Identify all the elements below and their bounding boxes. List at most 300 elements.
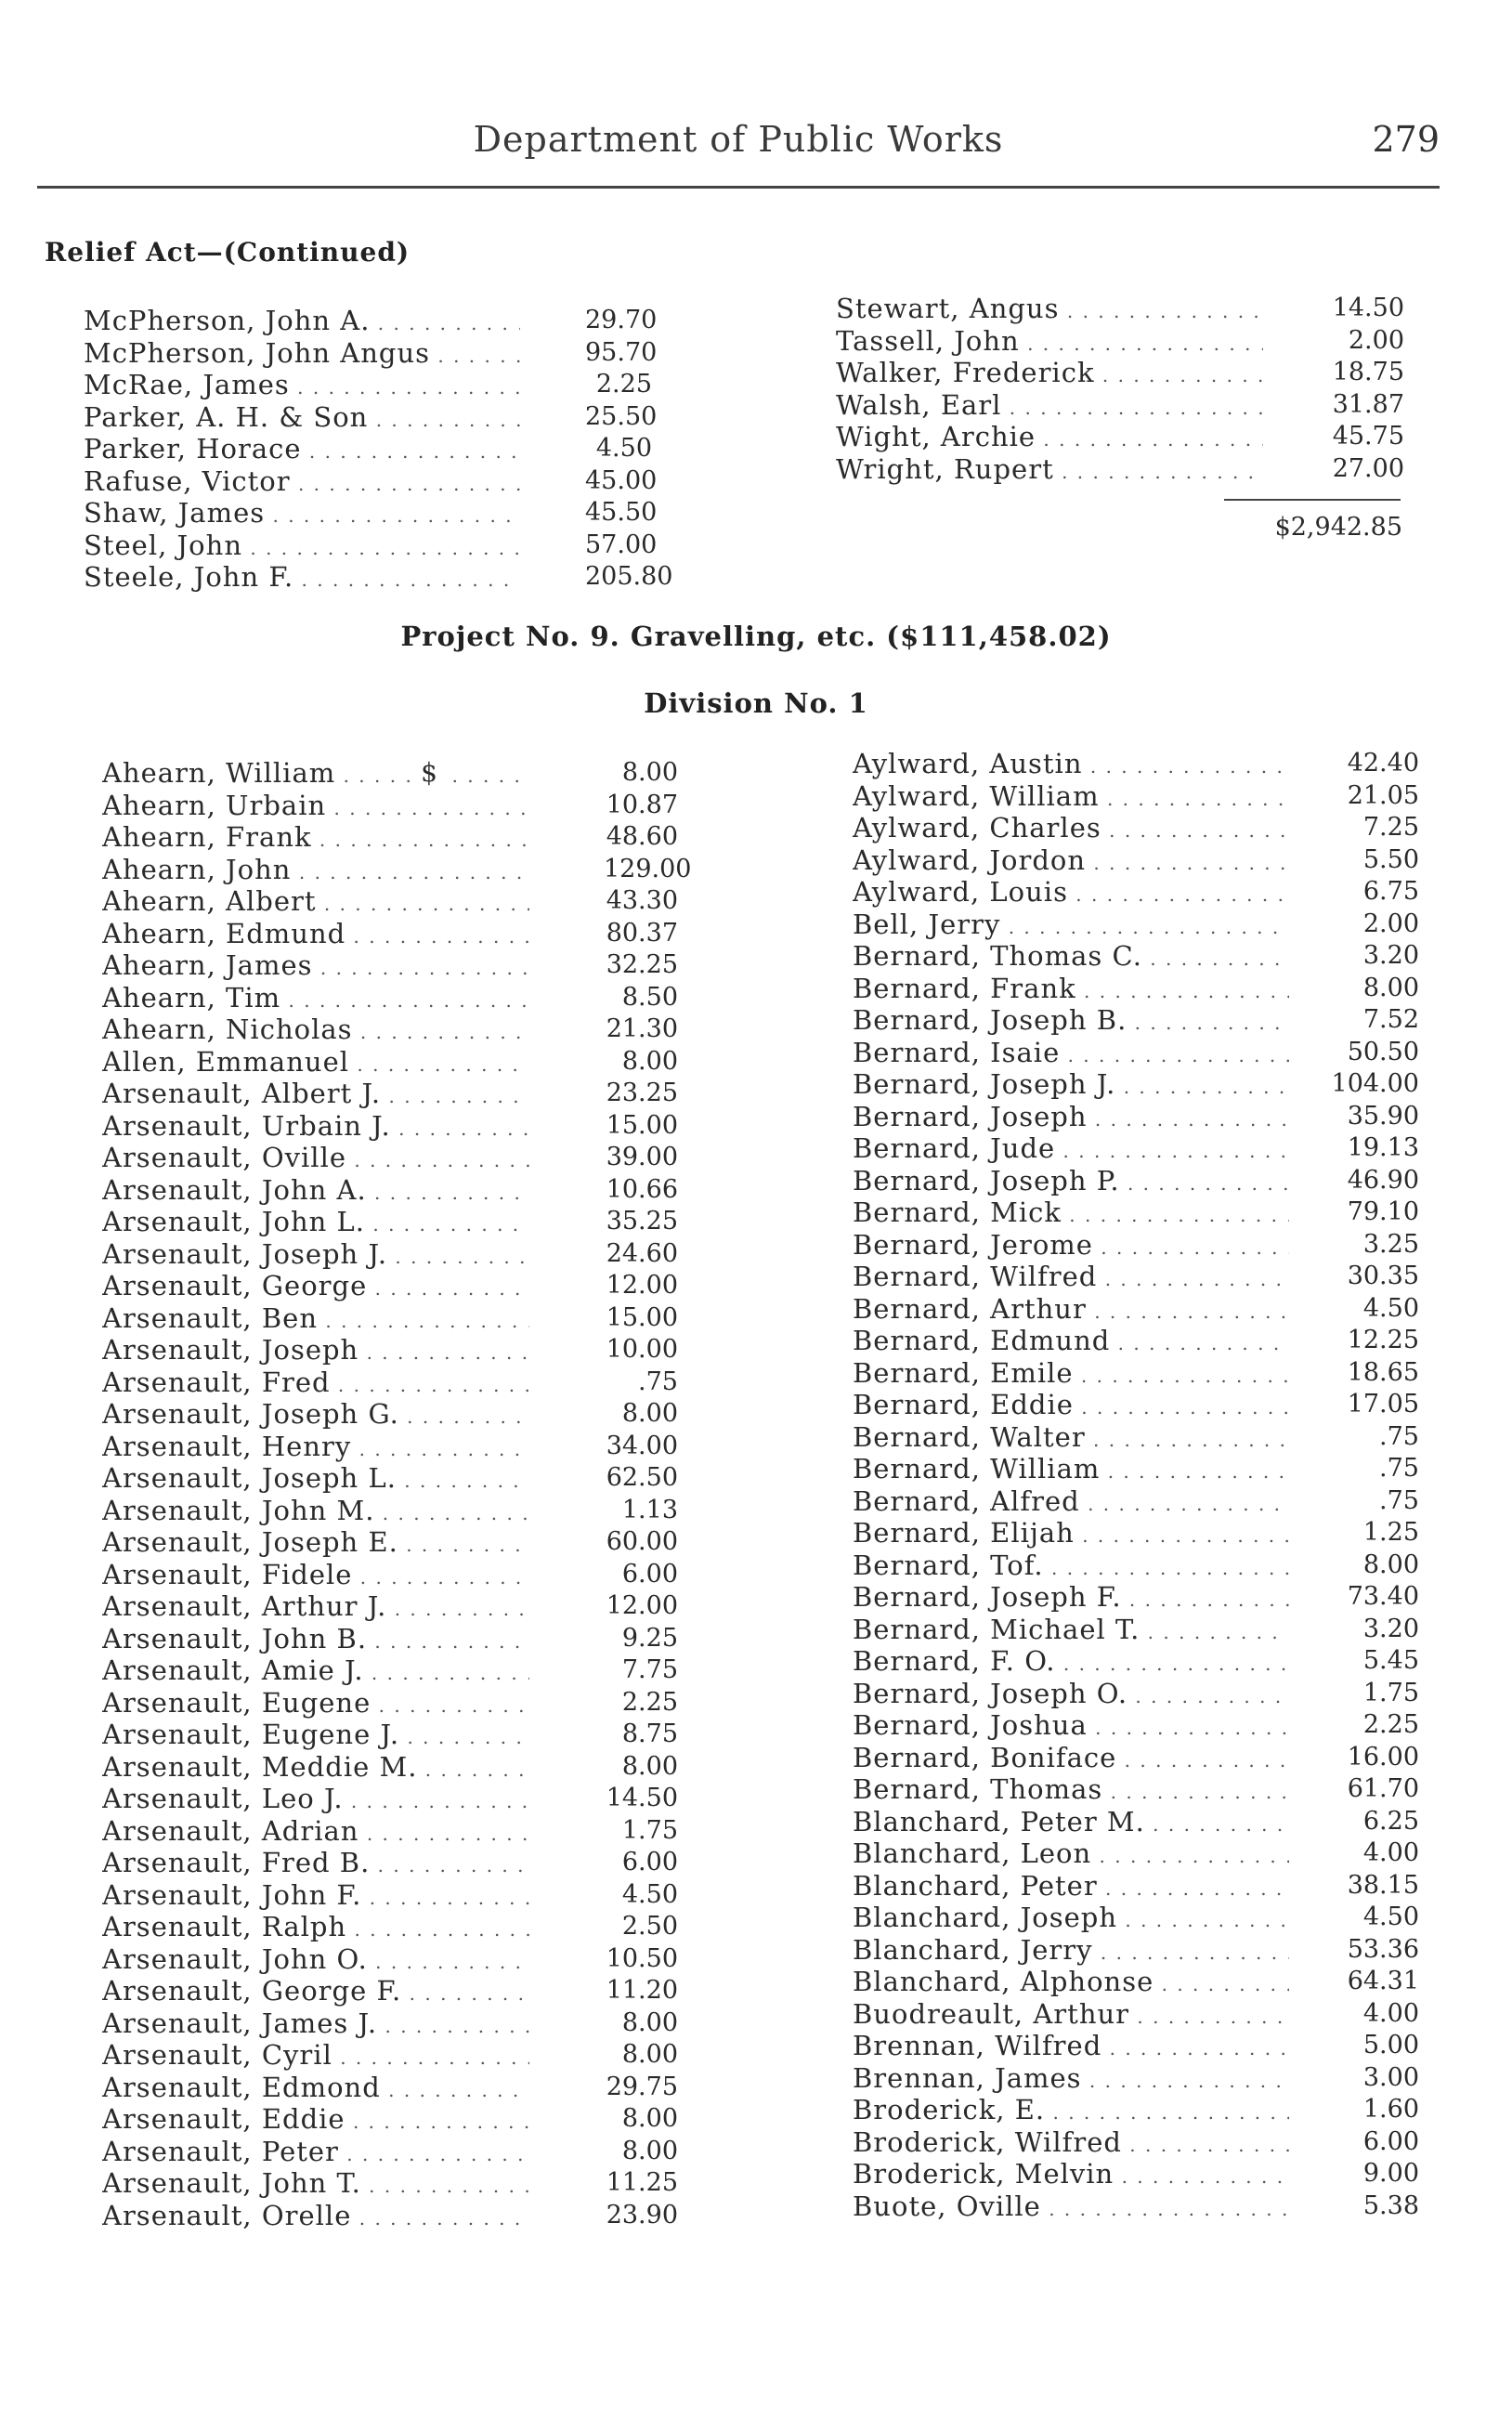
list-item [102, 1431, 678, 1463]
payee-amount: 2.25 [621, 1687, 678, 1717]
payee-name: Arsenault, Eugene . . . [102, 1687, 529, 1722]
list-item [84, 464, 658, 498]
payee-amount: 5.38 [1362, 2190, 1419, 2220]
payee-name: Arsenault, Leo J. . . . [102, 1783, 529, 1818]
list-item [853, 1902, 1428, 1934]
list-item [853, 1614, 1428, 1646]
payee-name: Arsenault, John T. . . . [102, 2167, 529, 2203]
list-item [102, 790, 678, 822]
list-item [102, 1847, 678, 1879]
payee-amount: 61.70 [1347, 1774, 1419, 1803]
list-item [853, 1261, 1428, 1293]
payee-amount: 79.10 [1347, 1197, 1419, 1226]
list-item [853, 844, 1428, 877]
list-item [853, 940, 1428, 973]
payee-amount: 10.66 [606, 1174, 678, 1204]
list-item [102, 1206, 678, 1238]
payee-name: Ahearn, John . . . [102, 854, 529, 889]
payee-amount: 8.00 [621, 2104, 678, 2133]
list-item [853, 1037, 1428, 1069]
payee-name: Bernard, Joseph P. . . . [853, 1165, 1289, 1200]
payee-amount: 50.50 [1347, 1037, 1419, 1066]
payee-name: Bernard, Arthur . . . [853, 1293, 1289, 1328]
payee-name: Arsenault, Urbain J. . . . [102, 1110, 529, 1145]
payee-name: Bernard, Joseph J. . . . [853, 1068, 1289, 1104]
payee-name: Bernard, Boniface . . . [853, 1742, 1289, 1777]
list-item [102, 1398, 678, 1431]
list-item [102, 1719, 678, 1751]
payee-name: Arsenault, Adrian . . . [102, 1815, 529, 1850]
payee-name: Walsh, Earl . . . [836, 389, 1263, 425]
payee-name: Blanchard, Joseph . . . [853, 1902, 1289, 1937]
payee-amount: 32.25 [606, 950, 678, 979]
payee-name: Aylward, Charles . . . [853, 812, 1289, 847]
payee-amount: 4.00 [1362, 1838, 1419, 1867]
payee-amount: 11.20 [606, 1976, 678, 2005]
payee-name: Bernard, Isaie . . . [853, 1037, 1289, 1072]
payee-name: Shaw, James . . . [84, 497, 520, 532]
payee-amount: 4.00 [1362, 1998, 1419, 2028]
payee-amount: 21.05 [1347, 780, 1419, 810]
payee-name: Aylward, Louis . . . [853, 876, 1289, 911]
payee-amount: 29.70 [585, 306, 658, 334]
payee-name: Bernard, Thomas . . . [853, 1773, 1289, 1809]
payee-amount: 42.40 [1347, 749, 1419, 778]
list-item [102, 1110, 678, 1143]
payee-name: Walker, Frederick . . . [836, 357, 1263, 392]
payee-amount: 10.87 [606, 790, 678, 819]
list-item [84, 497, 658, 530]
list-item [84, 305, 658, 337]
payee-name: Broderick, Melvin . . . [853, 2158, 1289, 2193]
payee-name: Ahearn, Urbain . . . [102, 790, 529, 825]
payee-amount: 129.00 [604, 854, 692, 883]
payee-name: Bernard, William . . . [853, 1453, 1289, 1488]
payee-amount: 8.00 [621, 2040, 678, 2069]
payee-name: Arsenault, Eugene J. . . . [102, 1719, 529, 1754]
payee-name: Arsenault, Eddie . . . [102, 2103, 529, 2138]
payee-amount: 5.45 [1362, 1646, 1419, 1675]
payee-amount: 1.75 [1362, 1678, 1419, 1707]
payee-amount: 1.13 [621, 1495, 678, 1524]
payee-name: Arsenault, Albert J. . . . [102, 1078, 529, 1113]
header-rule [37, 186, 1440, 189]
payee-amount: 34.00 [606, 1431, 678, 1460]
list-item [853, 2126, 1428, 2159]
payee-name: Bernard, Walter . . . [853, 1421, 1289, 1457]
payee-name: Stewart, Angus . . . [836, 293, 1263, 328]
payee-amount: 57.00 [585, 530, 658, 559]
payee-amount: 73.40 [1347, 1582, 1419, 1611]
payee-amount: 64.31 [1347, 1967, 1419, 1995]
project-heading: Project No. 9. Gravelling, etc. ($111,458.02) [400, 621, 1112, 652]
payee-name: Arsenault, Joseph E. . . . [102, 1526, 529, 1562]
payee-name: McRae, James . . . [84, 369, 520, 404]
payee-amount: 2.00 [1348, 325, 1404, 355]
list-item [102, 821, 678, 854]
payee-amount: 205.80 [585, 562, 673, 591]
payee-name: Arsenault, Cyril . . . [102, 2039, 529, 2074]
payee-name: Bernard, Alfred . . . [853, 1485, 1289, 1521]
payee-amount: 8.00 [621, 2136, 678, 2165]
list-item [853, 1773, 1428, 1806]
payee-name: Wight, Archie . . . [836, 421, 1263, 456]
list-item [84, 529, 658, 562]
list-item [102, 885, 678, 918]
list-item [102, 2136, 678, 2168]
list-item [853, 1453, 1428, 1485]
list-item [853, 1101, 1428, 1133]
list-item [84, 400, 658, 434]
list-item [853, 2030, 1428, 2062]
payee-amount: 5.00 [1362, 2031, 1419, 2059]
list-item [853, 876, 1428, 909]
list-item [853, 1934, 1428, 1967]
payee-name: Ahearn, Albert . . . [102, 885, 529, 921]
payee-name: Bernard, Elijah . . . [853, 1517, 1289, 1552]
payee-amount: 4.50 [621, 1879, 678, 1909]
list-item [102, 2200, 678, 2232]
list-item [102, 1911, 678, 1943]
payee-amount: 7.52 [1362, 1005, 1419, 1034]
list-item [853, 1325, 1428, 1357]
payee-amount: 1.25 [1362, 1518, 1419, 1547]
payee-amount: 6.25 [1362, 1806, 1419, 1836]
payee-amount: 3.20 [1362, 941, 1419, 970]
payee-name: Bernard, Joseph F. . . . [853, 1581, 1289, 1616]
payee-name: Arsenault, Fred . . . [102, 1366, 529, 1402]
list-item [102, 1270, 678, 1302]
list-item [102, 1943, 678, 1976]
list-item [853, 1581, 1428, 1614]
running-head [37, 119, 1440, 171]
payee-name: Brennan, James . . . [853, 2062, 1289, 2098]
list-item [853, 1196, 1428, 1229]
list-item [102, 1142, 678, 1174]
section-heading: Relief Act—(Continued) [45, 237, 411, 268]
list-item [102, 1590, 678, 1623]
payee-amount: 8.75 [621, 1719, 678, 1748]
payee-amount: 45.50 [585, 498, 658, 527]
payee-name: Arsenault, Henry . . . [102, 1431, 529, 1466]
list-item [853, 1421, 1428, 1454]
payee-name: Arsenault, James J. . . . [102, 2007, 529, 2043]
list-item [836, 325, 1404, 358]
payee-amount: 8.50 [621, 982, 678, 1012]
payee-amount: 16.00 [1347, 1742, 1419, 1772]
payee-name: Ahearn, Tim . . . [102, 982, 529, 1017]
payee-amount: 24.60 [606, 1238, 678, 1268]
payee-amount: 19.13 [1347, 1133, 1419, 1162]
payee-amount: 95.70 [585, 337, 658, 367]
payee-amount: 27.00 [1332, 453, 1404, 483]
list-item [102, 1815, 678, 1848]
payee-amount: 2.00 [1362, 909, 1419, 938]
list-item [102, 1879, 678, 1912]
list-item [853, 780, 1428, 813]
payee-name: Arsenault, Joseph L. . . . [102, 1462, 529, 1497]
payee-amount: 14.50 [606, 1784, 678, 1812]
payee-name: Brennan, Wilfred . . . [853, 2030, 1289, 2065]
payee-name: Arsenault, George . . . [102, 1270, 529, 1305]
list-item [853, 1485, 1428, 1518]
payee-amount: 8.00 [621, 2007, 678, 2037]
list-item [102, 1975, 678, 2007]
payee-amount: 10.00 [606, 1335, 678, 1364]
list-item [102, 1078, 678, 1110]
list-item [853, 1357, 1428, 1390]
payee-name: Arsenault, Fred B. . . . [102, 1847, 529, 1882]
payee-amount: 23.25 [606, 1079, 678, 1107]
payee-amount: 8.00 [1362, 1549, 1419, 1579]
payee-amount: .75 [1379, 1485, 1419, 1515]
payee-name: Blanchard, Peter M. . . . [853, 1806, 1289, 1841]
payee-name: Bernard, Jerome . . . [853, 1229, 1289, 1264]
payee-name: Arsenault, Oville . . . [102, 1142, 529, 1177]
payee-amount: 39.00 [606, 1143, 678, 1171]
list-item [102, 1366, 678, 1399]
list-item [853, 1678, 1428, 1710]
payee-name: Bernard, Tof. . . . [853, 1549, 1289, 1585]
payee-name: Wright, Rupert . . . [836, 453, 1263, 489]
payee-amount: 2.50 [621, 1912, 678, 1941]
list-item [102, 1238, 678, 1271]
payee-name: Bell, Jerry . . . [853, 909, 1289, 944]
list-item [102, 1783, 678, 1815]
list-item [853, 1389, 1428, 1421]
list-item [102, 853, 692, 886]
list-item [853, 973, 1428, 1005]
payee-name: Arsenault, John B. . . . [102, 1623, 529, 1658]
payee-name: Arsenault, Ralph . . . [102, 1911, 529, 1946]
payee-amount: 14.50 [1332, 294, 1404, 322]
payee-name: Steel, John . . . [84, 530, 520, 565]
payee-name: Buodreault, Arthur . . . [853, 1998, 1289, 2033]
payee-amount: 6.00 [1362, 2126, 1419, 2156]
division-left-column [102, 757, 692, 2231]
list-item [853, 1132, 1428, 1165]
list-item [853, 1837, 1428, 1870]
payee-name: Bernard, Thomas C. . . . [853, 940, 1289, 975]
list-item [836, 421, 1404, 453]
payee-amount: 48.60 [606, 822, 678, 851]
list-item [102, 2039, 678, 2072]
payee-amount: .75 [1379, 1454, 1419, 1483]
payee-name: Arsenault, John L. . . . [102, 1206, 529, 1241]
payee-amount: 5.50 [1362, 844, 1419, 874]
payee-name: Aylward, William . . . [853, 780, 1289, 816]
list-item [853, 2190, 1428, 2223]
list-item [102, 1559, 678, 1591]
list-item [853, 1709, 1428, 1742]
page-number: 279 [1372, 119, 1440, 160]
list-item [102, 1013, 678, 1046]
payee-name: Arsenault, Peter . . . [102, 2136, 529, 2171]
payee-amount: 1.75 [621, 1815, 678, 1845]
payee-name: Arsenault, Arthur J. . . . [102, 1590, 529, 1626]
payee-name: Broderick, Wilfred . . . [853, 2126, 1289, 2162]
list-item [836, 453, 1404, 486]
list-item [102, 949, 678, 982]
payee-name: Bernard, Frank . . . [853, 973, 1289, 1008]
list-item [102, 757, 678, 790]
payee-name: Bernard, Wilfred . . . [853, 1261, 1289, 1296]
list-item [853, 1870, 1428, 1903]
payee-amount: 18.65 [1347, 1357, 1419, 1387]
list-item [853, 1966, 1428, 1998]
list-item [102, 2007, 678, 2040]
list-item [102, 2167, 678, 2200]
total-rule [1224, 499, 1401, 501]
list-item [853, 1549, 1428, 1582]
payee-amount: 25.50 [585, 401, 658, 431]
payee-name: Ahearn, James . . . [102, 949, 529, 985]
payee-name: Bernard, Joshua . . . [853, 1709, 1289, 1745]
payee-name: Arsenault, Joseph . . . [102, 1334, 529, 1369]
payee-name: Bernard, Eddie . . . [853, 1389, 1289, 1424]
payee-amount: 12.00 [606, 1271, 678, 1300]
list-item [102, 982, 678, 1014]
relief-left-column [84, 305, 673, 594]
payee-name: Steele, John F. . . . [84, 561, 520, 596]
payee-amount: 8.00 [621, 1751, 678, 1781]
payee-amount: 18.75 [1332, 358, 1404, 386]
list-item [84, 433, 652, 465]
list-item [102, 1174, 678, 1207]
list-item [102, 1687, 678, 1719]
payee-name: Ahearn, William . . . [102, 757, 529, 792]
list-item [102, 1654, 678, 1687]
list-item [853, 1645, 1428, 1678]
payee-name: Tassell, John . . . [836, 325, 1263, 360]
list-item [102, 1623, 678, 1655]
list-item [102, 1495, 678, 1527]
payee-amount: .75 [1379, 1421, 1419, 1451]
payee-name: McPherson, John A. . . . [84, 305, 520, 340]
list-item [102, 1526, 678, 1559]
payee-amount: 43.30 [606, 886, 678, 915]
list-item [853, 748, 1428, 780]
payee-amount: 3.20 [1362, 1614, 1419, 1643]
payee-amount: 2.25 [595, 370, 652, 399]
payee-amount: 80.37 [606, 918, 678, 948]
payee-amount: 6.75 [1362, 877, 1419, 906]
payee-name: Ahearn, Nicholas . . . [102, 1013, 529, 1049]
payee-amount: 31.87 [1332, 389, 1404, 419]
payee-name: Broderick, E. . . . [853, 2094, 1289, 2129]
list-item [102, 1334, 678, 1366]
payee-amount: 1.60 [1362, 2095, 1419, 2124]
payee-amount: 45.75 [1332, 422, 1404, 451]
payee-amount: 4.50 [595, 434, 652, 463]
payee-name: Ahearn, Edmund . . . [102, 918, 529, 953]
list-item [836, 389, 1404, 422]
payee-amount: 3.00 [1362, 2062, 1419, 2092]
list-item [102, 918, 678, 950]
list-item [853, 1165, 1428, 1197]
payee-name: Bernard, Joseph O. . . . [853, 1678, 1289, 1713]
payee-name: Bernard, Mick . . . [853, 1196, 1289, 1232]
payee-name: Arsenault, Joseph G. . . . [102, 1398, 529, 1433]
payee-amount: 4.50 [1362, 1903, 1419, 1931]
payee-amount: 7.25 [1362, 813, 1419, 842]
payee-name: Arsenault, John F. . . . [102, 1879, 529, 1915]
payee-amount: 6.00 [621, 1559, 678, 1589]
payee-name: Arsenault, Joseph J. . . . [102, 1238, 529, 1274]
payee-name: Arsenault, Orelle . . . [102, 2200, 529, 2235]
payee-name: Parker, Horace . . . [84, 433, 520, 468]
payee-name: Blanchard, Peter . . . [853, 1870, 1289, 1905]
payee-amount: .75 [638, 1366, 678, 1396]
payee-amount: 35.90 [1347, 1101, 1419, 1131]
payee-amount: 38.15 [1347, 1870, 1419, 1900]
dollar-sign: $ [415, 757, 443, 789]
payee-name: Bernard, Jude . . . [853, 1132, 1289, 1168]
list-item [853, 1293, 1428, 1326]
payee-name: Arsenault, John M. . . . [102, 1495, 529, 1530]
payee-name: Arsenault, Edmond . . . [102, 2072, 529, 2107]
payee-amount: 8.00 [621, 1399, 678, 1428]
list-item [84, 336, 658, 370]
payee-name: Buote, Oville . . . [853, 2190, 1289, 2226]
relief-right-column [836, 293, 1404, 485]
list-item [853, 2158, 1428, 2190]
division-heading: Division No. 1 [644, 687, 868, 719]
payee-amount: 15.00 [606, 1110, 678, 1140]
list-item [102, 2103, 678, 2136]
list-item [836, 357, 1404, 389]
payee-name: Bernard, F. O. . . . [853, 1645, 1289, 1680]
payee-amount: 7.75 [621, 1655, 678, 1684]
list-item [853, 1068, 1428, 1101]
payee-amount: 12.25 [1347, 1326, 1419, 1354]
payee-amount: 10.50 [606, 1943, 678, 1973]
payee-name: Arsenault, John A. . . . [102, 1174, 529, 1210]
payee-amount: 4.50 [1362, 1293, 1419, 1323]
payee-amount: 8.00 [1362, 973, 1419, 1002]
payee-amount: 23.90 [606, 2200, 678, 2229]
list-item [102, 1462, 678, 1495]
list-item [853, 1004, 1428, 1037]
payee-name: Allen, Emmanuel . . . [102, 1046, 529, 1081]
payee-name: Arsenault, John O. . . . [102, 1943, 529, 1979]
payee-name: Blanchard, Jerry . . . [853, 1934, 1289, 1969]
payee-amount: 12.00 [606, 1591, 678, 1620]
payee-amount: 3.25 [1362, 1229, 1419, 1259]
list-item [853, 812, 1428, 844]
payee-name: Arsenault, Amie J. . . . [102, 1654, 529, 1690]
payee-amount: 60.00 [606, 1527, 678, 1556]
payee-amount: 35.25 [606, 1207, 678, 1236]
payee-name: Rafuse, Victor . . . [84, 465, 520, 501]
payee-amount: 17.05 [1347, 1390, 1419, 1419]
payee-name: Arsenault, Ben . . . [102, 1302, 529, 1338]
payee-amount: 9.00 [1362, 2159, 1419, 2188]
payee-name: Bernard, Michael T. . . . [853, 1614, 1289, 1649]
list-item [102, 1302, 678, 1335]
payee-amount: 30.35 [1347, 1262, 1419, 1290]
list-item [853, 909, 1428, 941]
list-item [853, 1742, 1428, 1774]
payee-amount: 6.00 [621, 1848, 678, 1876]
list-item [84, 561, 673, 594]
list-item [853, 1998, 1428, 2031]
list-item [853, 2094, 1428, 2126]
payee-name: McPherson, John Angus . . . [84, 337, 520, 373]
list-item [102, 1751, 678, 1784]
payee-name: Arsenault, Meddie M. . . . [102, 1751, 529, 1786]
payee-name: Aylward, Austin . . . [853, 748, 1289, 783]
